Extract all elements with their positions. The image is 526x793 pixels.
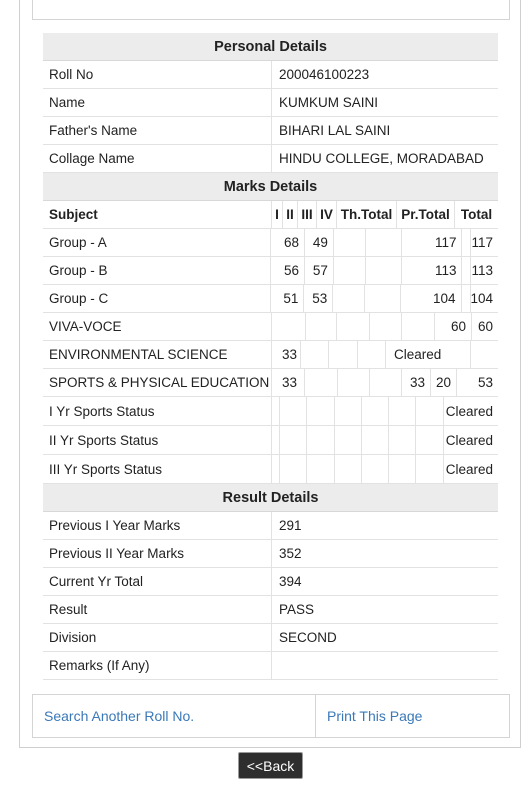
- cell-empty: [416, 426, 444, 454]
- pr-total: [462, 229, 471, 256]
- row-label: Roll No: [43, 61, 272, 88]
- mark-i: 51: [271, 285, 305, 312]
- sports-status-row-3: [43, 455, 498, 484]
- th-total: 117: [402, 229, 463, 256]
- row-label: Division: [43, 624, 272, 651]
- cell-empty: [362, 426, 389, 454]
- total: 104: [470, 291, 494, 306]
- mark-iii: [333, 285, 365, 312]
- mark-ii: 57: [305, 257, 334, 284]
- remarks-row: [43, 652, 498, 680]
- roll-no-row: [43, 61, 498, 89]
- col-subject: Subject: [43, 201, 272, 228]
- marks-row-viva-voce: [43, 313, 498, 341]
- marks-details-header: [43, 173, 498, 201]
- print-page-link[interactable]: Print This Page: [327, 708, 423, 724]
- pr-total: [462, 285, 471, 312]
- marks-row-sports: [43, 369, 498, 397]
- remarks-value: [272, 652, 498, 679]
- mark-ii: [306, 313, 337, 340]
- section-title: Result Details: [222, 489, 319, 506]
- prev-ii-year-row: [43, 540, 498, 568]
- cell-empty: [280, 426, 307, 454]
- college-name-row: [43, 145, 498, 173]
- subject-cell: VIVA-VOCE: [43, 313, 272, 340]
- current-total-value: 394: [279, 574, 302, 589]
- th-total: 104: [401, 285, 462, 312]
- cell-empty: [389, 397, 416, 425]
- cell-empty: [307, 397, 335, 425]
- pr-total: 20: [431, 369, 457, 396]
- subject-cell: Group - C: [43, 285, 271, 312]
- name-row: [43, 89, 498, 117]
- mark-ii: [305, 369, 338, 396]
- mark-iv: [366, 257, 402, 284]
- division-row: [43, 624, 498, 652]
- section-title: Marks Details: [223, 178, 318, 195]
- cell-empty: [362, 455, 389, 483]
- total: 117: [471, 235, 493, 250]
- th-total: [402, 313, 435, 340]
- mark-ii: [301, 341, 329, 368]
- marks-row-group-a: [43, 229, 498, 257]
- row-label: Father's Name: [43, 117, 272, 144]
- mark-iv: [366, 229, 402, 256]
- sports-status-label: III Yr Sports Status: [43, 455, 272, 483]
- name-value: KUMKUM SAINI: [279, 95, 379, 110]
- sports-status-value: Cleared: [445, 432, 493, 448]
- col-pr-total: Pr.Total: [397, 201, 455, 228]
- th-total: 113: [402, 257, 463, 284]
- mark-iii: [334, 257, 366, 284]
- mark-iv: [358, 341, 386, 368]
- sports-status-row-2: [43, 426, 498, 455]
- result-row: [43, 596, 498, 624]
- col-iv: IV: [317, 201, 337, 228]
- mark-iii: [337, 313, 370, 340]
- subject-cell: Group - A: [43, 229, 271, 256]
- cell-empty: [307, 455, 335, 483]
- total: [471, 341, 498, 368]
- row-label: Previous II Year Marks: [43, 540, 272, 567]
- prev-i-year-value: 291: [279, 518, 302, 533]
- col-iii: III: [298, 201, 317, 228]
- prev-ii-year-value: 352: [279, 546, 302, 561]
- col-i: I: [272, 201, 283, 228]
- mark-i: 33: [272, 369, 305, 396]
- mark-iii: [338, 369, 370, 396]
- mark-ii: 49: [305, 229, 334, 256]
- sports-status-value: Cleared: [445, 461, 493, 477]
- row-label: Name: [43, 89, 272, 116]
- mark-i: 56: [271, 257, 305, 284]
- marks-row-environmental-science: [43, 341, 498, 369]
- th-total: 33: [402, 369, 431, 396]
- cell-empty: [389, 426, 416, 454]
- cell-empty: [416, 455, 444, 483]
- sports-status-value: Cleared: [445, 403, 493, 419]
- section-title: Personal Details: [214, 38, 327, 55]
- row-label: Remarks (If Any): [43, 652, 272, 679]
- marks-row-group-b: [43, 257, 498, 285]
- sports-status-label: II Yr Sports Status: [43, 426, 272, 454]
- cell-empty: [272, 397, 280, 425]
- result-table: [43, 33, 498, 680]
- father-name-value: BIHARI LAL SAINI: [279, 123, 391, 138]
- cell-empty: [280, 397, 307, 425]
- personal-details-header: [43, 33, 498, 61]
- mark-iii: [329, 341, 358, 368]
- mark-iv: [365, 285, 401, 312]
- result-details-header: [43, 484, 498, 512]
- roll-no-value: 200046100223: [279, 67, 370, 82]
- subject-cell: SPORTS & PHYSICAL EDUCATION: [43, 369, 272, 396]
- mark-i: 68: [271, 229, 305, 256]
- total: 53: [477, 375, 493, 390]
- row-label: Collage Name: [43, 145, 272, 172]
- cell-empty: [272, 455, 280, 483]
- prev-i-year-row: [43, 512, 498, 540]
- sports-status-row-1: [43, 397, 498, 426]
- cell-empty: [335, 455, 362, 483]
- action-links: [32, 694, 510, 738]
- sports-status-label: I Yr Sports Status: [43, 397, 272, 425]
- cell-empty: [389, 455, 416, 483]
- father-name-row: [43, 117, 498, 145]
- subject-cell: ENVIRONMENTAL SCIENCE: [43, 341, 272, 368]
- row-label: Current Yr Total: [43, 568, 272, 595]
- cell-empty: [335, 397, 362, 425]
- marks-row-group-c: [43, 285, 498, 313]
- col-total: Total: [460, 207, 493, 222]
- back-button[interactable]: <<Back: [238, 752, 303, 779]
- mark-iv: [370, 369, 402, 396]
- mark-ii: 53: [304, 285, 333, 312]
- row-label: Previous I Year Marks: [43, 512, 272, 539]
- subject-cell: Group - B: [43, 257, 271, 284]
- cell-empty: [335, 426, 362, 454]
- result-value: PASS: [279, 602, 315, 617]
- cell-empty: [272, 426, 280, 454]
- search-another-link[interactable]: Search Another Roll No.: [33, 695, 316, 737]
- pr-total: [462, 257, 471, 284]
- cell-empty: [362, 397, 389, 425]
- mark-i: 33: [272, 341, 301, 368]
- total: 113: [471, 263, 493, 278]
- division-value: SECOND: [279, 630, 337, 645]
- current-total-row: [43, 568, 498, 596]
- college-name-value: HINDU COLLEGE, MORADABAD: [279, 151, 484, 166]
- mark-i: [272, 313, 306, 340]
- cell-empty: [416, 397, 444, 425]
- cell-empty: [307, 426, 335, 454]
- row-label: Result: [43, 596, 272, 623]
- marks-header-row: [43, 201, 498, 229]
- mark-iv: [370, 313, 402, 340]
- total: 60: [477, 319, 493, 334]
- col-th-total: Th.Total: [337, 201, 397, 228]
- col-ii: II: [283, 201, 298, 228]
- top-panel: [32, 0, 510, 20]
- cell-empty: [280, 455, 307, 483]
- environmental-status: Cleared: [386, 341, 471, 368]
- pr-total: 60: [435, 313, 472, 340]
- mark-iii: [334, 229, 366, 256]
